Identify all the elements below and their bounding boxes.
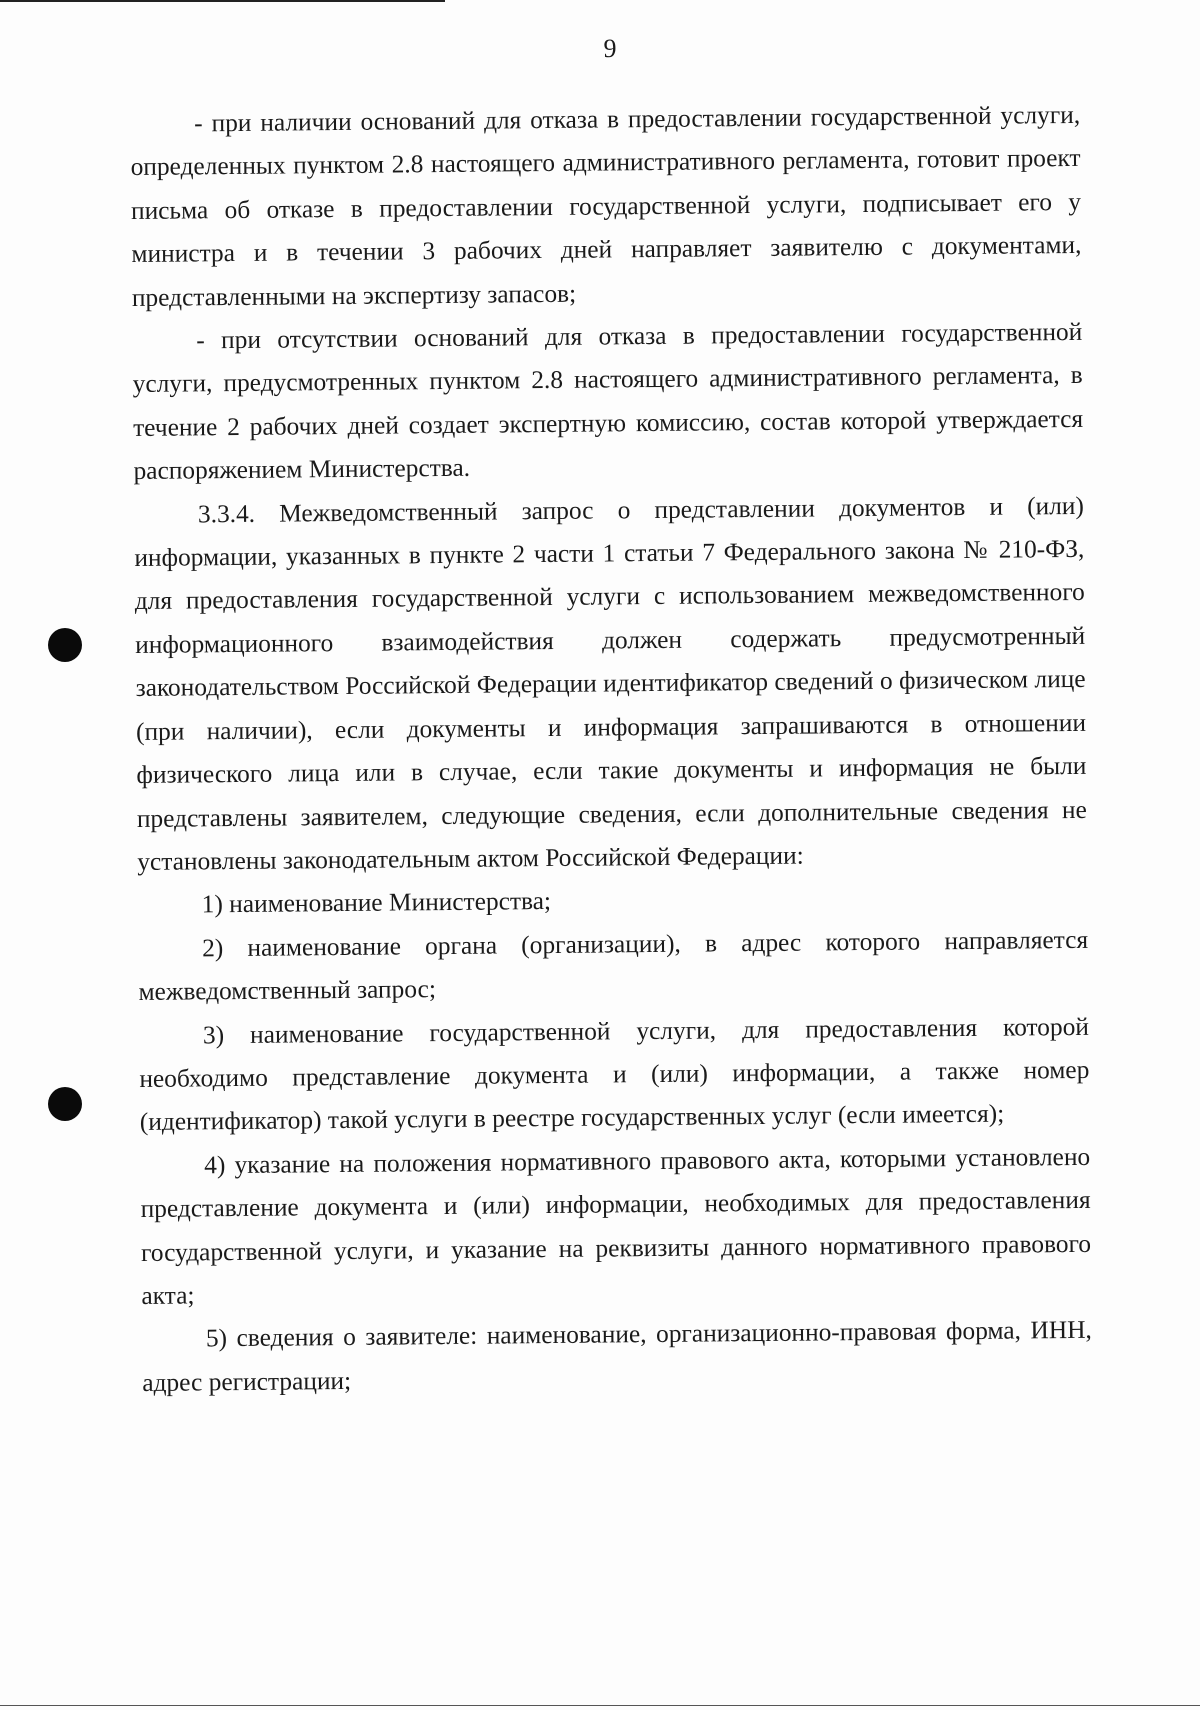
bottom-border-line bbox=[0, 1705, 1200, 1706]
list-item-1: 1) наименование Министерства; bbox=[201, 887, 552, 919]
paragraph-3-3-4: 3.3.4. Межведомственный запрос о представлении документов и (или) информации, указанных в пункте 2 части 1 статьи 7 Федерального закона № 210-ФЗ, для предоставления государственной услуги с использованием межведомственного информационного взаимодействия должен содержать предусмотренный законодательством Российской Федерации идентификатор сведений о физическом лице (при наличии), если документы и информация запрашиваются в отношении физического лица или в случае, если такие документы и информация не были представлены заявителем, следующие сведения, если дополнительные сведения не установлены законодательным актом Российской Федерации: bbox=[134, 491, 1087, 876]
page-number: 9 bbox=[603, 34, 617, 63]
paragraph-refusal-grounds: - при наличии оснований для отказа в предоставлении государственной услуги, определенных пунктом 2.8 настоящего административного регламента, готовит проект письма об отказе в предоставлении государственной услуги, подписывает его у министра и в течении 3 рабочих дней направляет заявителю с документами, представленными на экспертизу запасов; bbox=[130, 100, 1082, 312]
list-item-5: 5) сведения о заявителе: наименование, организационно-правовая форма, ИНН, адрес регистрации; bbox=[142, 1316, 1092, 1397]
punch-hole-mark bbox=[48, 1087, 82, 1121]
list-item-3: 3) наименование государственной услуги, для предоставления которой необходимо представление документа и (или) информации, а также номер (идентификатор) такой услуги в реестре государственных услуг (если имеется); bbox=[139, 1012, 1090, 1137]
list-item-2: 2) наименование органа (организации), в адрес которого направляется межведомственный запрос; bbox=[138, 925, 1089, 1007]
paragraph-no-refusal-grounds: - при отсутствии оснований для отказа в предоставлении государственной услуги, предусмотренных пунктом 2.8 настоящего административного регламента, в течение 2 рабочих дней создает экспертную комиссию, состав которой утверждается распоряжением Министерства. bbox=[132, 317, 1084, 486]
list-item-4: 4) указание на положения нормативного правового акта, которыми установлено представление документа и (или) информации, необходимых для предоставления государственной услуги, и указание на реквизиты данного нормативного правового акта; bbox=[140, 1142, 1092, 1310]
document-body bbox=[130, 94, 1092, 1405]
punch-hole-mark bbox=[48, 628, 82, 662]
top-border-line bbox=[0, 0, 445, 2]
